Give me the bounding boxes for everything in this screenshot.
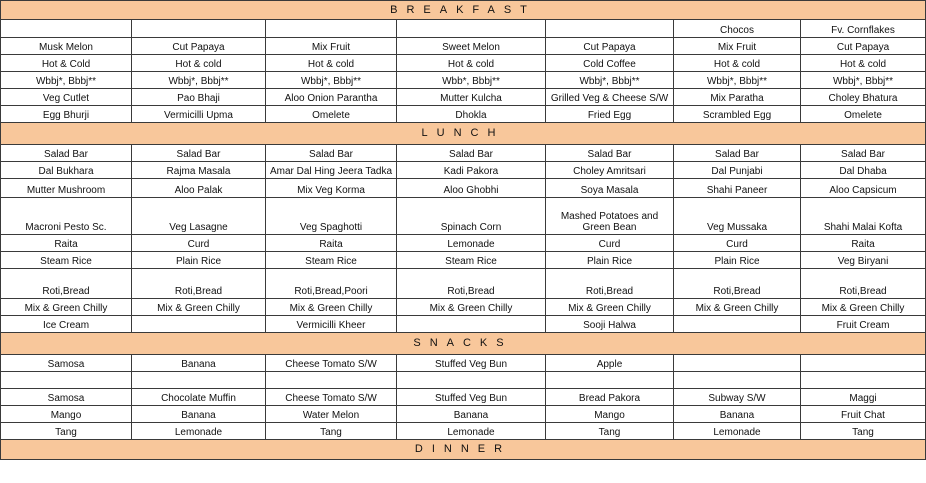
menu-cell[interactable]: Dal Dhaba	[801, 162, 926, 179]
menu-cell[interactable]: Veg Cutlet	[1, 89, 132, 106]
menu-cell[interactable]: Plain Rice	[132, 252, 266, 269]
menu-cell[interactable]	[132, 20, 266, 38]
menu-cell[interactable]: Raita	[266, 235, 397, 252]
menu-cell[interactable]: Cheese Tomato S/W	[266, 355, 397, 372]
menu-cell[interactable]	[132, 372, 266, 389]
menu-cell[interactable]: Banana	[674, 406, 801, 423]
menu-cell[interactable]: Mutter Kulcha	[397, 89, 546, 106]
menu-cell[interactable]	[266, 372, 397, 389]
menu-cell[interactable]: Choley Amritsari	[546, 162, 674, 179]
menu-cell[interactable]: Chocolate Muffin	[132, 389, 266, 406]
menu-cell[interactable]	[801, 372, 926, 389]
lunch-section-header	[1, 123, 926, 145]
menu-cell[interactable]: Roti,Bread	[397, 269, 546, 299]
menu-cell[interactable]: Curd	[674, 235, 801, 252]
breakfast-row	[1, 55, 926, 72]
menu-cell[interactable]: Mix & Green Chilly	[1, 299, 132, 316]
menu-cell[interactable]: Wbbj*, Bbbj**	[132, 72, 266, 89]
menu-cell[interactable]: Hot & cold	[801, 55, 926, 72]
menu-cell[interactable]: Aloo Ghobhi	[397, 179, 546, 198]
menu-cell[interactable]: Mashed Potatoes and Green Bean	[546, 198, 674, 235]
menu-cell[interactable]: Roti,Bread	[674, 269, 801, 299]
menu-cell[interactable]: Lemonade	[132, 423, 266, 440]
breakfast-section-title: BREAKFAST	[1, 1, 926, 20]
snacks-row	[1, 423, 926, 440]
snacks-row	[1, 389, 926, 406]
lunch-section-title: LUNCH	[1, 123, 926, 145]
menu-cell[interactable]: Tang	[1, 423, 132, 440]
menu-cell[interactable]: Lemonade	[397, 423, 546, 440]
menu-cell[interactable]: Fried Egg	[546, 106, 674, 123]
menu-cell[interactable]: Samosa	[1, 389, 132, 406]
menu-cell[interactable]: Fruit Cream	[801, 316, 926, 333]
menu-cell[interactable]: Mix & Green Chilly	[266, 299, 397, 316]
menu-cell[interactable]: Vermicilli Upma	[132, 106, 266, 123]
menu-cell[interactable]: Mix & Green Chilly	[132, 299, 266, 316]
menu-cell[interactable]: Steam Rice	[1, 252, 132, 269]
menu-cell[interactable]: Vermicilli Kheer	[266, 316, 397, 333]
menu-cell[interactable]: Banana	[132, 406, 266, 423]
menu-cell[interactable]: Dal Punjabi	[674, 162, 801, 179]
menu-cell[interactable]: Lemonade	[397, 235, 546, 252]
menu-cell[interactable]: Pao Bhaji	[132, 89, 266, 106]
menu-cell[interactable]: Dhokla	[397, 106, 546, 123]
lunch-row	[1, 235, 926, 252]
menu-cell[interactable]: Cut Papaya	[546, 38, 674, 55]
menu-cell[interactable]: Soya Masala	[546, 179, 674, 198]
lunch-row	[1, 179, 926, 198]
lunch-row	[1, 252, 926, 269]
menu-cell[interactable]: Salad Bar	[546, 145, 674, 162]
breakfast-section-header	[1, 1, 926, 20]
menu-cell[interactable]: Wbb*, Bbbj**	[397, 72, 546, 89]
menu-cell[interactable]: Salad Bar	[266, 145, 397, 162]
menu-cell[interactable]: Bread Pakora	[546, 389, 674, 406]
dinner-section-title: DINNER	[1, 440, 926, 460]
lunch-row	[1, 316, 926, 333]
menu-cell[interactable]: Macroni Pesto Sc.	[1, 198, 132, 235]
menu-cell[interactable]: Wbbj*, Bbbj**	[546, 72, 674, 89]
menu-cell[interactable]: Cheese Tomato S/W	[266, 389, 397, 406]
menu-cell[interactable]: Steam Rice	[266, 252, 397, 269]
menu-cell[interactable]: Curd	[132, 235, 266, 252]
menu-cell[interactable]: Stuffed Veg Bun	[397, 389, 546, 406]
menu-cell[interactable]: Subway S/W	[674, 389, 801, 406]
menu-cell[interactable]: Fv. Cornflakes	[801, 20, 926, 38]
menu-cell[interactable]: Veg Mussaka	[674, 198, 801, 235]
menu-cell[interactable]: Tang	[801, 423, 926, 440]
menu-cell[interactable]: Salad Bar	[801, 145, 926, 162]
breakfast-row	[1, 72, 926, 89]
menu-cell[interactable]: Roti,Bread,Poori	[266, 269, 397, 299]
menu-cell[interactable]: Omelete	[801, 106, 926, 123]
menu-cell[interactable]: Mango	[546, 406, 674, 423]
menu-cell[interactable]: Shahi Paneer	[674, 179, 801, 198]
menu-cell[interactable]: Egg Bhurji	[1, 106, 132, 123]
menu-cell[interactable]: Veg Spaghotti	[266, 198, 397, 235]
menu-cell[interactable]: Shahi Malai Kofta	[801, 198, 926, 235]
menu-cell[interactable]: Ice Cream	[1, 316, 132, 333]
menu-cell[interactable]: Scrambled Egg	[674, 106, 801, 123]
snacks-section-header	[1, 333, 926, 355]
breakfast-row	[1, 89, 926, 106]
menu-cell[interactable]: Banana	[397, 406, 546, 423]
menu-cell[interactable]: Mix & Green Chilly	[674, 299, 801, 316]
snacks-row	[1, 355, 926, 372]
menu-cell[interactable]: Amar Dal Hing Jeera Tadka	[266, 162, 397, 179]
menu-cell[interactable]: Tang	[266, 423, 397, 440]
menu-cell[interactable]: Mix Fruit	[674, 38, 801, 55]
menu-cell[interactable]: Roti,Bread	[801, 269, 926, 299]
menu-cell[interactable]: Cut Papaya	[801, 38, 926, 55]
menu-cell[interactable]: Mix & Green Chilly	[397, 299, 546, 316]
menu-cell[interactable]: Hot & cold	[674, 55, 801, 72]
lunch-row	[1, 145, 926, 162]
menu-cell[interactable]: Steam Rice	[397, 252, 546, 269]
menu-cell[interactable]: Rajma Masala	[132, 162, 266, 179]
menu-cell[interactable]	[801, 355, 926, 372]
menu-cell[interactable]: Wbbj*, Bbbj**	[801, 72, 926, 89]
menu-cell[interactable]: Stuffed Veg Bun	[397, 355, 546, 372]
menu-cell[interactable]: Hot & cold	[132, 55, 266, 72]
breakfast-row	[1, 106, 926, 123]
breakfast-row	[1, 38, 926, 55]
snacks-row	[1, 372, 926, 389]
menu-cell[interactable]: Plain Rice	[546, 252, 674, 269]
menu-cell[interactable]	[397, 20, 546, 38]
breakfast-row	[1, 20, 926, 38]
menu-cell[interactable]: Mix & Green Chilly	[801, 299, 926, 316]
menu-cell[interactable]: Wbbj*, Bbbj**	[1, 72, 132, 89]
lunch-row	[1, 198, 926, 235]
menu-cell[interactable]: Spinach Corn	[397, 198, 546, 235]
menu-cell[interactable]: Mix Paratha	[674, 89, 801, 106]
menu-cell[interactable]: Mango	[1, 406, 132, 423]
menu-cell[interactable]: Aloo Onion Paranthа	[266, 89, 397, 106]
menu-cell[interactable]: Plain Rice	[674, 252, 801, 269]
menu-cell[interactable]: Cut Papaya	[132, 38, 266, 55]
menu-cell[interactable]: Cold Coffee	[546, 55, 674, 72]
menu-cell[interactable]: Hot & cold	[266, 55, 397, 72]
lunch-row	[1, 162, 926, 179]
menu-cell[interactable]: Curd	[546, 235, 674, 252]
menu-cell[interactable]: Raita	[801, 235, 926, 252]
menu-cell[interactable]: Maggi	[801, 389, 926, 406]
menu-cell[interactable]: Wbbj*, Bbbj**	[674, 72, 801, 89]
menu-cell[interactable]: Veg Biryani	[801, 252, 926, 269]
menu-cell[interactable]: Samosa	[1, 355, 132, 372]
menu-cell[interactable]: Choley Bhatura	[801, 89, 926, 106]
lunch-row	[1, 299, 926, 316]
menu-cell[interactable]: Hot & Cold	[1, 55, 132, 72]
menu-cell[interactable]: Roti,Bread	[1, 269, 132, 299]
menu-cell[interactable]	[397, 372, 546, 389]
menu-cell[interactable]: Hot & cold	[397, 55, 546, 72]
menu-cell[interactable]	[1, 20, 132, 38]
menu-cell[interactable]: Salad Bar	[132, 145, 266, 162]
menu-cell[interactable]: Mix Fruit	[266, 38, 397, 55]
menu-cell[interactable]: Fruit Chat	[801, 406, 926, 423]
menu-cell[interactable]: Sooji Halwa	[546, 316, 674, 333]
menu-cell[interactable]: Wbbj*, Bbbj**	[266, 72, 397, 89]
menu-cell[interactable]: Banana	[132, 355, 266, 372]
menu-cell[interactable]: Musk Melon	[1, 38, 132, 55]
menu-cell[interactable]: Salad Bar	[674, 145, 801, 162]
menu-cell[interactable]: Salad Bar	[1, 145, 132, 162]
dinner-section-header	[1, 440, 926, 460]
snacks-section-title: SNACKS	[1, 333, 926, 355]
menu-cell[interactable]	[546, 372, 674, 389]
menu-cell[interactable]	[266, 20, 397, 38]
menu-cell[interactable]: Raita	[1, 235, 132, 252]
menu-cell[interactable]: Mix & Green Chilly	[546, 299, 674, 316]
menu-cell[interactable]: Tang	[546, 423, 674, 440]
menu-cell[interactable]: Apple	[546, 355, 674, 372]
menu-cell[interactable]	[674, 316, 801, 333]
menu-cell[interactable]	[1, 372, 132, 389]
menu-cell[interactable]: Salad Bar	[397, 145, 546, 162]
menu-cell[interactable]: Chocos	[674, 20, 801, 38]
snacks-row	[1, 406, 926, 423]
menu-cell[interactable]	[674, 372, 801, 389]
menu-cell[interactable]: Grilled Veg & Cheese S/W	[546, 89, 674, 106]
menu-cell[interactable]: Omelete	[266, 106, 397, 123]
menu-cell[interactable]: Lemonade	[674, 423, 801, 440]
lunch-row	[1, 269, 926, 299]
menu-cell[interactable]: Mutter Mushroom	[1, 179, 132, 198]
menu-cell[interactable]: Aloo Capsicum	[801, 179, 926, 198]
menu-cell[interactable]: Kadi Pakora	[397, 162, 546, 179]
menu-cell[interactable]: Roti,Bread	[546, 269, 674, 299]
menu-cell[interactable]: Mix Veg Korma	[266, 179, 397, 198]
menu-cell[interactable]: Aloo Palak	[132, 179, 266, 198]
menu-cell[interactable]	[132, 316, 266, 333]
menu-cell[interactable]: Roti,Bread	[132, 269, 266, 299]
menu-cell[interactable]	[397, 316, 546, 333]
menu-cell[interactable]	[546, 20, 674, 38]
menu-cell[interactable]: Veg Lasagne	[132, 198, 266, 235]
menu-cell[interactable]: Dal Bukhara	[1, 162, 132, 179]
menu-cell[interactable]: Water Melon	[266, 406, 397, 423]
menu-cell[interactable]	[674, 355, 801, 372]
menu-cell[interactable]: Sweet Melon	[397, 38, 546, 55]
